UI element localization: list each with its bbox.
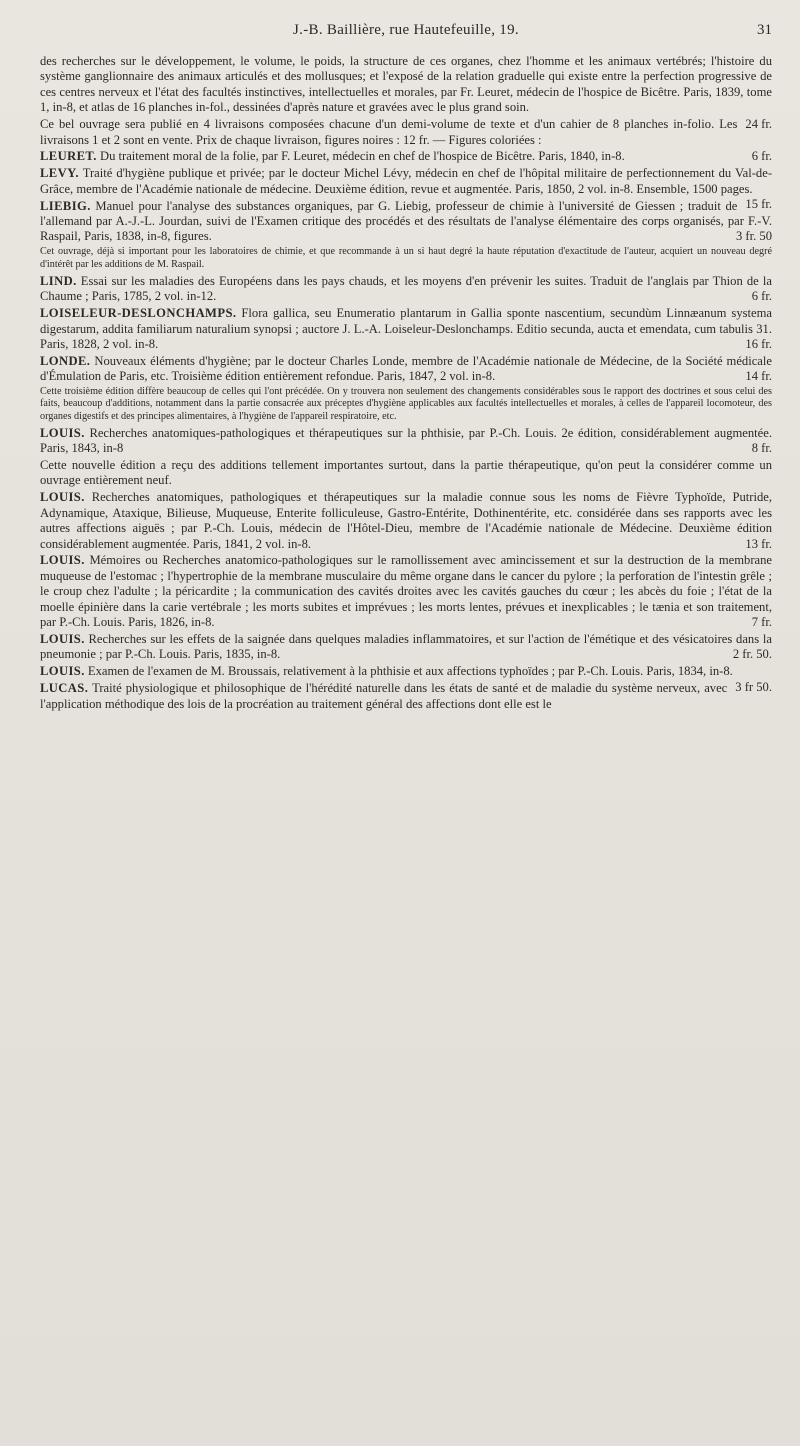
entry-text: Recherches anatomiques-pathologiques et thérapeutiques sur la phthisie, par P.-Ch. Louis. 2e édition, considérablement augmentée. Paris, 1843, in-8: [40, 425, 773, 456]
catalogue-entry: [40, 149, 772, 164]
entry-author: LIND.: [40, 273, 77, 288]
entry-text: Essai sur les maladies des Européens dans les pays chauds, et les moyens d'en prévenir les suites. Traduit de l'anglais par Thion de la Chaume ; Paris, 1785, 2 vol. in-12.: [40, 273, 772, 304]
entry-text: Flora gallica, seu Enumeratio plantarum in Gallia sponte nascentium, secundùm Linnæanum systema digestarum, addita familiarum naturalium synopsi ; auctore J. L.-A. Loiseleur-Deslonchamps. Editio secunda, aucta et emendata, cum tabulis 31. Paris, 1828, 2 vol. in-8.: [40, 306, 772, 351]
entry-text: Examen de l'examen de M. Broussais, relativement à la phthisie et aux affections typhoïdes ; par P.-Ch. Louis. Paris, 1834, in-8.: [87, 664, 733, 679]
entry-price: 24 fr.: [745, 117, 772, 132]
entry-text: Traité d'hygiène publique et privée; par le docteur Michel Lévy, médecin en chef de l'hôpital militaire de perfectionnement du Val-de-Grâce, membre de l'Académie nationale de médecine. Deuxième édition, revue et augmentée. Paris, 1850, 2 vol. in-8. Ensemble, 1500 pages.: [40, 166, 773, 196]
entry-author: LOUIS.: [40, 632, 85, 647]
catalogue-entry: [40, 490, 772, 552]
catalogue-entry: [40, 117, 772, 148]
entry-price: 13 fr.: [745, 536, 772, 551]
entry-price: 3 fr. 50: [735, 229, 772, 244]
entry-price: 7 fr.: [751, 615, 772, 630]
catalogue-entry: [40, 306, 772, 352]
entry-text: Cette nouvelle édition a reçu des additions tellement importantes surtout, dans la partie thérapeutique, qu'on peut la considérer comme un ouvrage entièrement neuf.: [40, 458, 772, 488]
entry-price: 2 fr. 50.: [732, 647, 772, 662]
catalogue-entry: [40, 681, 772, 712]
entry-text: Manuel pour l'analyse des substances organiques, par G. Liebig, professeur de chimie à l'université de Giessen ; traduit de l'allemand par A.-J.-L. Jourdan, suivi de l'Examen critique des procédés et des résultats de l'analyse élémentaire des corps organisés, par F.-V. Raspail, Paris, 1838, in-8, figures.: [40, 198, 772, 244]
catalogue-entry: [40, 54, 772, 116]
entry-author: LONDE.: [40, 353, 91, 368]
catalogue-entry: [40, 199, 772, 245]
entry-author: LOUIS.: [40, 490, 85, 505]
entry-text: Du traitement moral de la folie, par F. Leuret, médecin en chef de l'hospice de Bicêtre. Paris, 1840, in-8.: [99, 149, 625, 164]
entry-price: 3 fr 50.: [735, 679, 772, 694]
entry-price: 8 fr.: [751, 441, 772, 456]
entry-price: 6 fr.: [751, 289, 772, 304]
entry-price: 16 fr.: [745, 336, 772, 351]
entry-text: Nouveaux éléments d'hygiène; par le docteur Charles Londe, membre de l'Académie nationale de Médecine, de la Société médicale d'Émulation de Paris, etc. Troisième édition entièrement refondue. Paris, 1847, 2 vol. in-8.: [40, 353, 772, 384]
running-title: J.-B. Baillière, rue Hautefeuille, 19.: [293, 22, 519, 38]
entry-author: LEVY.: [40, 166, 79, 181]
entry-price: 14 fr.: [745, 369, 772, 384]
entry-author: LOUIS.: [40, 425, 85, 440]
entry-text: Mémoires ou Recherches anatomico-pathologiques sur le ramollissement avec amincissement et sur la destruction de la membrane muqueuse de l'estomac ; l'hypertrophie de la membrane musculaire du même organe dans le cancer du pylore ; la perforation de l'intestin grêle ; le croup chez l'adulte ; la péricardite ; la communication des cavités droites avec les cavités gauches du cœur ; les abcès du foie ; l'état de la moelle épinière dans la carie vertébrale ; les morts subites et imprévues ; les morts lentes, prévues et inexplicables ; le tænia et son traitement, par P.-Ch. Louis. Paris, 1826, in-8.: [40, 553, 772, 630]
entry-author: LOUIS.: [40, 553, 85, 568]
entry-text: des recherches sur le développement, le volume, le poids, la structure de ces organes, chez l'homme et les animaux vertébrés; l'histoire du système ganglionnaire des animaux articulés et des mollusques; et l'exposé de la relation graduelle qui existe entre la perfection progressive de ces centres nerveux et l'état des facultés instinctives, intellectuelles et morales, par Fr. Leuret, médecin de l'hospice de Bicêtre. Paris, 1839, tome 1, in-8, et atlas de 16 planches in-fol., dessinées d'après nature et gravées avec le plus grand soin.: [40, 54, 772, 115]
catalogue-entry: [40, 354, 772, 385]
entry-price: 15 fr.: [745, 197, 772, 212]
entry-author: LEURET.: [40, 149, 97, 164]
entry-author: LOUIS.: [40, 664, 85, 679]
catalogue-entry: [40, 553, 772, 630]
entry-text: Recherches sur les effets de la saignée dans quelques maladies inflammatoires, et sur l'action de l'émétique et des vésicatoires dans la pneumonie ; par P.-Ch. Louis. Paris, 1835, in-8.: [40, 632, 772, 662]
catalogue-entry: [40, 274, 772, 305]
entry-price: 6 fr.: [751, 149, 772, 164]
entry-author: LOISELEUR-DESLONCHAMPS.: [40, 306, 237, 321]
page-header: [40, 22, 772, 42]
catalogue-entry: [40, 458, 772, 489]
entry-note: Cet ouvrage, déjà si important pour les laboratoires de chimie, et que recommande à un si haut degré la haute réputation d'exactitude de l'auteur, acquiert un nouveau degré d'intérêt par les additions de M. Raspail.: [40, 246, 772, 270]
entry-text: Traité physiologique et philosophique de l'hérédité naturelle dans les états de santé et de maladie du système nerveux, avec l'application méthodique des lois de la procréation au traitement général des affections dont elle est le: [40, 681, 728, 711]
entry-author: LIEBIG.: [40, 198, 91, 213]
entry-text: Recherches anatomiques, pathologiques et thérapeutiques sur la maladie connue sous les noms de Fièvre Typhoïde, Putride, Adynamique, Ataxique, Bilieuse, Muqueuse, Enterite folliculeuse, Gastro-Entérite, Dothinentérite, etc. considérée dans ses rapports avec les autres affections aiguës ; par P.-Ch. Louis, médecin de l'Hôtel-Dieu, membre de l'Académie nationale de Médecine. Deuxième édition considérablement augmentée. Paris, 1841, 2 vol. in-8.: [40, 490, 772, 551]
page-number: 31: [757, 22, 772, 38]
catalogue-entry: [40, 426, 772, 457]
catalogue-entries: [40, 54, 772, 714]
entry-note: Cette troisième édition diffère beaucoup de celles qui l'ont précédée. On y trouvera non seulement des changements considérables sous le rapport des doctrines et sous celui des faits, beaucoup d'additions, notamment dans la partie consacrée aux préceptes d'hygiène applicables aux facultés intellectuelles et morales, à celles de l'appareil locomoteur, des organes digestifs et des principes alimentaires, à l'hygiène de l'appareil respiratoire, etc.: [40, 386, 772, 422]
catalogue-entry: [40, 632, 772, 663]
entry-author: LUCAS.: [40, 681, 89, 696]
entry-text: Ce bel ouvrage sera publié en 4 livraisons composées chacune d'un demi-volume de texte et d'un cahier de 8 planches in-folio. Les livraisons 1 et 2 sont en vente. Prix de chaque livraison, figures noires : 12 fr. — Figures coloriées :: [40, 117, 738, 147]
